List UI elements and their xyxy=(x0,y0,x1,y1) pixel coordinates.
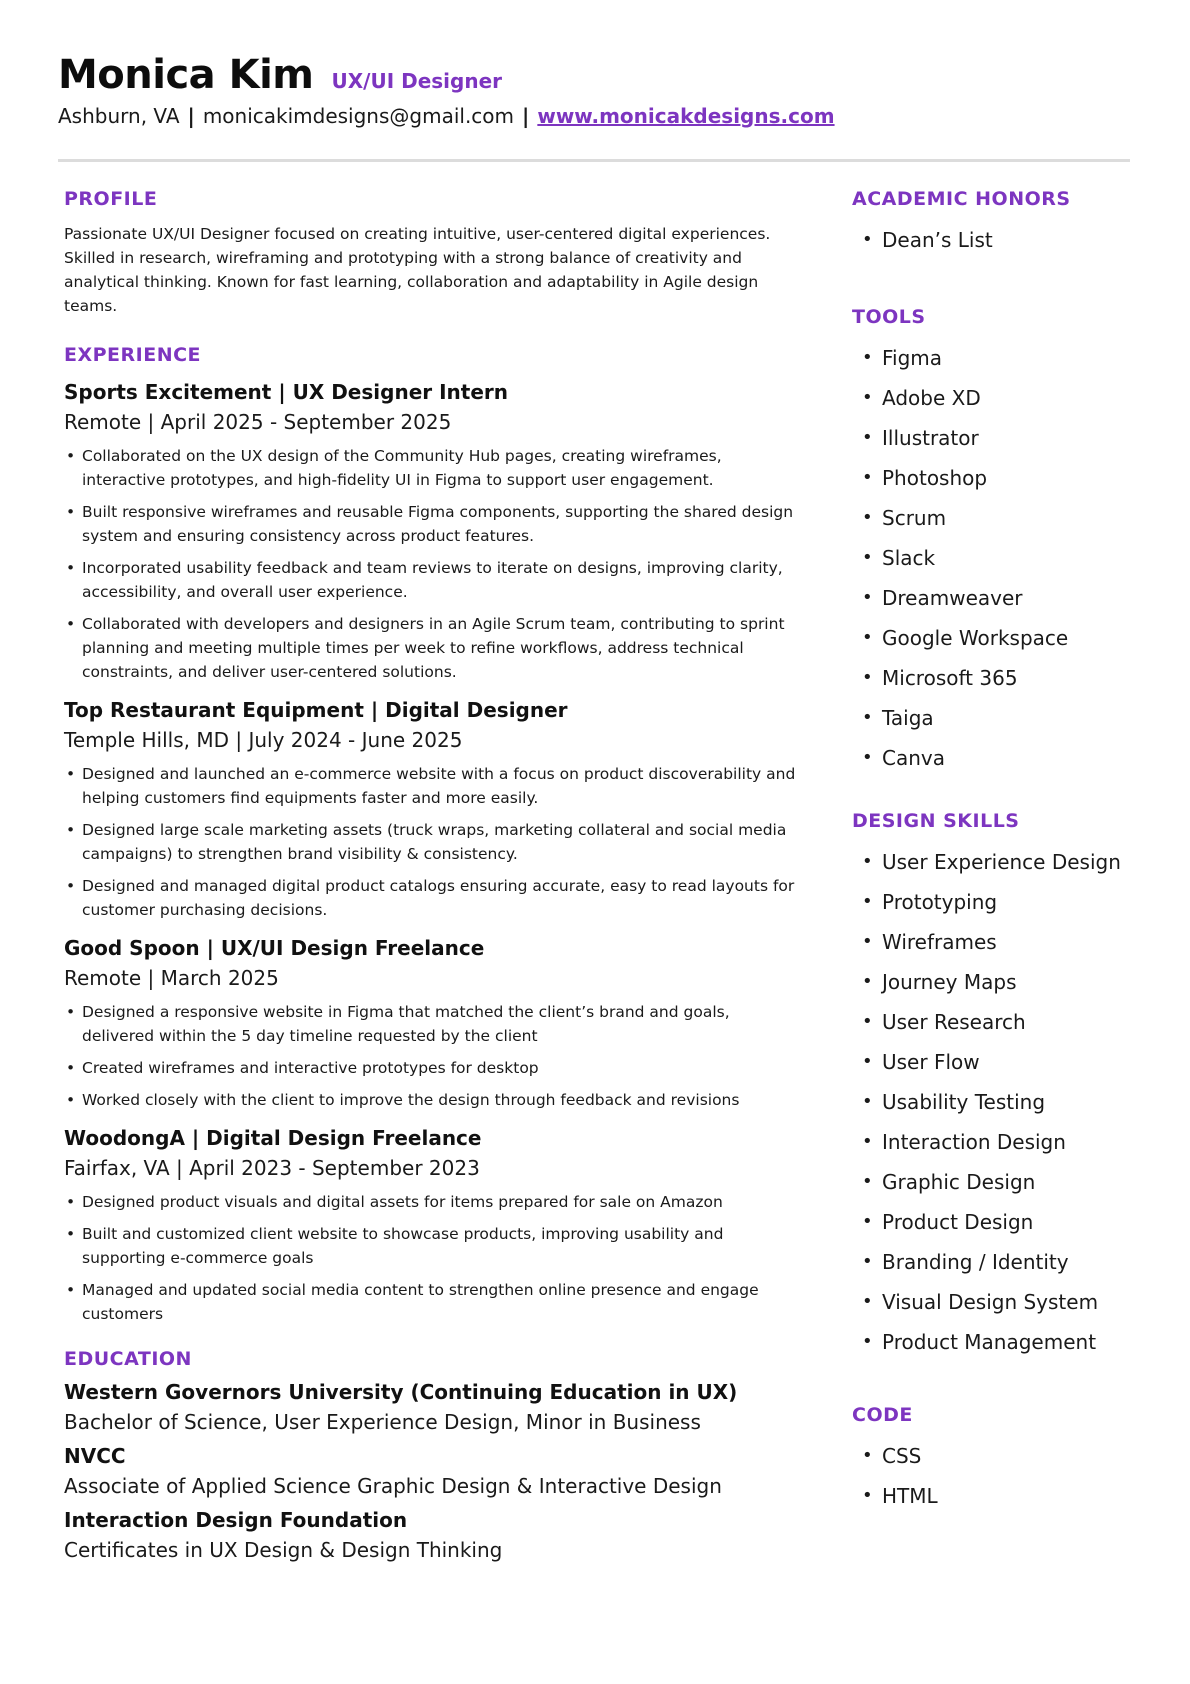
separator: | xyxy=(522,104,530,128)
job-title: WoodongA | Digital Design Freelance xyxy=(64,1126,482,1150)
tools-title: TOOLS xyxy=(852,306,926,328)
education-degree: Bachelor of Science, User Experience Design, Minor in Business xyxy=(64,1410,701,1434)
contact-line xyxy=(58,104,1128,128)
skill-item: • Journey Maps xyxy=(852,970,1182,994)
job-meta: Temple Hills, MD | July 2024 - June 2025 xyxy=(64,728,463,752)
job-meta: Fairfax, VA | April 2023 - September 2023 xyxy=(64,1156,480,1180)
job-bullet: • Created wireframes and interactive prototypes for desktop xyxy=(64,1056,804,1080)
experience-section xyxy=(64,344,804,1326)
job-bullet: • Managed and updated social media content to strengthen online presence and engage customers xyxy=(64,1278,804,1326)
skill-item: • User Experience Design xyxy=(852,850,1182,874)
job-bullet: • Collaborated with developers and designers in an Agile Scrum team, contributing to sprint planning and meeting multiple times per week to refine workflows, address technical constraints, and deliver user-centered solutions. xyxy=(64,612,804,684)
job-bullets xyxy=(64,762,804,922)
job-title: Sports Excitement | UX Designer Intern xyxy=(64,380,508,404)
skills-list xyxy=(852,850,1182,1354)
education-title: EDUCATION xyxy=(64,1348,192,1370)
job-meta: Remote | April 2025 - September 2025 xyxy=(64,410,452,434)
job-bullet: • Designed large scale marketing assets (truck wraps, marketing collateral and social media campaigns) to strengthen brand visibility & consistency. xyxy=(64,818,804,866)
email: monicakimdesigns@gmail.com xyxy=(202,104,515,128)
tool-item: • Adobe XD xyxy=(852,386,1182,410)
skills-section xyxy=(852,810,1182,1354)
education-degree: Certificates in UX Design & Design Thinking xyxy=(64,1538,503,1562)
skills-title: DESIGN SKILLS xyxy=(852,810,1020,832)
code-title: CODE xyxy=(852,1404,913,1426)
experience-title: EXPERIENCE xyxy=(64,344,202,366)
skill-item: • Interaction Design xyxy=(852,1130,1182,1154)
left-column xyxy=(64,188,804,1562)
candidate-role: UX/UI Designer xyxy=(331,69,503,93)
skill-item: • Prototyping xyxy=(852,890,1182,914)
separator: | xyxy=(187,104,195,128)
header-divider xyxy=(58,159,1130,162)
tool-item: • Dreamweaver xyxy=(852,586,1182,610)
tool-item: • Taiga xyxy=(852,706,1182,730)
job-bullet: • Designed product visuals and digital assets for items prepared for sale on Amazon xyxy=(64,1190,804,1214)
job-bullets xyxy=(64,1190,804,1326)
honors-item: • Dean’s List xyxy=(852,228,1182,252)
job-bullet: • Incorporated usability feedback and team reviews to iterate on designs, improving clarity, accessibility, and overall user experience. xyxy=(64,556,804,604)
code-list xyxy=(852,1444,1182,1508)
job-bullet: • Worked closely with the client to improve the design through feedback and revisions xyxy=(64,1088,804,1112)
profile-text: Passionate UX/UI Designer focused on creating intuitive, user-centered digital experiences. Skilled in research, wireframing and prototyping with a strong balance of creativity and analytical thinking. Known for fast learning, collaboration and adaptability in Agile design teams. xyxy=(64,225,771,315)
job-bullet: • Built responsive wireframes and reusable Figma components, supporting the shared design system and ensuring consistency across product features. xyxy=(64,500,804,548)
tool-item: • Figma xyxy=(852,346,1182,370)
skill-item: • User Research xyxy=(852,1010,1182,1034)
tools-section xyxy=(852,306,1182,770)
job-title: Top Restaurant Equipment | Digital Designer xyxy=(64,698,568,722)
location: Ashburn, VA xyxy=(58,104,180,128)
job-meta: Remote | March 2025 xyxy=(64,966,279,990)
honors-list xyxy=(852,228,1182,252)
job-title: Good Spoon | UX/UI Design Freelance xyxy=(64,936,485,960)
job-entry xyxy=(64,698,804,922)
skill-item: • Wireframes xyxy=(852,930,1182,954)
job-bullet: • Collaborated on the UX design of the Community Hub pages, creating wireframes, interactive prototypes, and high-fidelity UI in Figma to support user engagement. xyxy=(64,444,804,492)
skill-item: • Visual Design System xyxy=(852,1290,1182,1314)
website-link[interactable]: www.monicakdesigns.com xyxy=(537,104,835,128)
profile-title: PROFILE xyxy=(64,188,158,210)
education-entry xyxy=(64,1444,804,1498)
education-entry xyxy=(64,1508,804,1562)
tool-item: • Photoshop xyxy=(852,466,1182,490)
profile-section xyxy=(64,188,804,318)
education-school: Western Governors University (Continuing Education in UX) xyxy=(64,1380,738,1404)
code-item: • HTML xyxy=(852,1484,1182,1508)
job-bullet: • Designed and managed digital product catalogs ensuring accurate, easy to read layouts for customer purchasing decisions. xyxy=(64,874,804,922)
tool-item: • Slack xyxy=(852,546,1182,570)
tool-item: • Google Workspace xyxy=(852,626,1182,650)
education-degree: Associate of Applied Science Graphic Design & Interactive Design xyxy=(64,1474,722,1498)
job-entry xyxy=(64,936,804,1112)
skill-item: • Branding / Identity xyxy=(852,1250,1182,1274)
honors-section xyxy=(852,188,1182,252)
job-entry xyxy=(64,380,804,684)
right-column xyxy=(852,188,1182,1524)
skill-item: • Product Management xyxy=(852,1330,1182,1354)
job-entry xyxy=(64,1126,804,1326)
job-bullet: • Built and customized client website to showcase products, improving usability and supporting e-commerce goals xyxy=(64,1222,804,1270)
job-bullets xyxy=(64,444,804,684)
honors-title: ACADEMIC HONORS xyxy=(852,188,1071,210)
tool-item: • Canva xyxy=(852,746,1182,770)
tool-item: • Scrum xyxy=(852,506,1182,530)
candidate-name: Monica Kim xyxy=(58,52,314,98)
tool-item: • Microsoft 365 xyxy=(852,666,1182,690)
skill-item: • Product Design xyxy=(852,1210,1182,1234)
job-bullet: • Designed and launched an e-commerce website with a focus on product discoverability and helping customers find equipments faster and more easily. xyxy=(64,762,804,810)
code-section xyxy=(852,1404,1182,1508)
skill-item: • Usability Testing xyxy=(852,1090,1182,1114)
resume-header xyxy=(58,52,1128,128)
code-item: • CSS xyxy=(852,1444,1182,1468)
job-bullets xyxy=(64,1000,804,1112)
tools-list xyxy=(852,346,1182,770)
education-school: Interaction Design Foundation xyxy=(64,1508,408,1532)
education-section xyxy=(64,1348,804,1562)
job-bullet: • Designed a responsive website in Figma that matched the client’s brand and goals, delivered within the 5 day timeline requested by the client xyxy=(64,1000,804,1048)
skill-item: • User Flow xyxy=(852,1050,1182,1074)
tool-item: • Illustrator xyxy=(852,426,1182,450)
name-row xyxy=(58,52,1128,98)
education-school: NVCC xyxy=(64,1444,126,1468)
skill-item: • Graphic Design xyxy=(852,1170,1182,1194)
education-entry xyxy=(64,1380,804,1434)
